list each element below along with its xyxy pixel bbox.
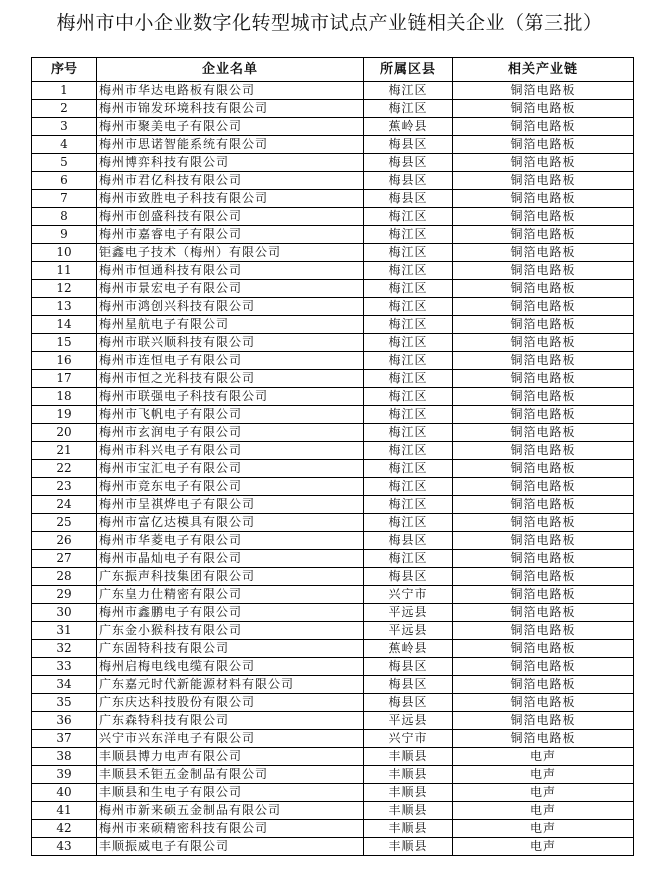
cell-serial-number: 22 [32, 460, 97, 478]
cell-district: 梅江区 [364, 496, 453, 514]
cell-district: 梅江区 [364, 280, 453, 298]
table-row [32, 388, 634, 406]
cell-industry-chain: 电声 [453, 820, 634, 838]
cell-serial-number: 15 [32, 334, 97, 352]
cell-industry-chain: 电声 [453, 784, 634, 802]
table-row [32, 514, 634, 532]
cell-serial-number: 14 [32, 316, 97, 334]
cell-serial-number: 34 [32, 676, 97, 694]
cell-serial-number: 43 [32, 838, 97, 856]
table-row [32, 604, 634, 622]
cell-district: 梅江区 [364, 334, 453, 352]
cell-serial-number: 35 [32, 694, 97, 712]
cell-serial-number: 19 [32, 406, 97, 424]
cell-serial-number: 41 [32, 802, 97, 820]
table-row [32, 766, 634, 784]
header-enterprise-name: 企业名单 [97, 58, 364, 82]
cell-serial-number: 29 [32, 586, 97, 604]
cell-district: 蕉岭县 [364, 118, 453, 136]
cell-district: 梅县区 [364, 190, 453, 208]
cell-enterprise-name: 梅州市晶灿电子有限公司 [97, 550, 364, 568]
cell-serial-number: 40 [32, 784, 97, 802]
cell-enterprise-name: 梅州市联强电子科技有限公司 [97, 388, 364, 406]
cell-district: 丰顺县 [364, 766, 453, 784]
cell-district: 梅县区 [364, 676, 453, 694]
cell-industry-chain: 铜箔电路板 [453, 460, 634, 478]
cell-serial-number: 42 [32, 820, 97, 838]
cell-district: 梅江区 [364, 208, 453, 226]
cell-district: 兴宁市 [364, 730, 453, 748]
header-serial-number: 序号 [32, 58, 97, 82]
enterprise-table [31, 57, 634, 856]
cell-industry-chain: 铜箔电路板 [453, 226, 634, 244]
table-row [32, 118, 634, 136]
table-row [32, 100, 634, 118]
cell-industry-chain: 铜箔电路板 [453, 316, 634, 334]
cell-enterprise-name: 梅州市恒通科技有限公司 [97, 262, 364, 280]
cell-serial-number: 3 [32, 118, 97, 136]
cell-enterprise-name: 兴宁市兴东洋电子有限公司 [97, 730, 364, 748]
cell-district: 丰顺县 [364, 838, 453, 856]
cell-district: 丰顺县 [364, 820, 453, 838]
cell-district: 丰顺县 [364, 748, 453, 766]
cell-district: 梅县区 [364, 172, 453, 190]
cell-district: 梅县区 [364, 568, 453, 586]
cell-enterprise-name: 丰顺振威电子有限公司 [97, 838, 364, 856]
table-row [32, 784, 634, 802]
cell-district: 梅江区 [364, 388, 453, 406]
cell-industry-chain: 铜箔电路板 [453, 334, 634, 352]
cell-enterprise-name: 梅州市锦发环境科技有限公司 [97, 100, 364, 118]
cell-enterprise-name: 广东嘉元时代新能源材料有限公司 [97, 676, 364, 694]
cell-enterprise-name: 广东金小猴科技有限公司 [97, 622, 364, 640]
table-row [32, 172, 634, 190]
cell-serial-number: 9 [32, 226, 97, 244]
cell-industry-chain: 电声 [453, 802, 634, 820]
cell-district: 梅县区 [364, 694, 453, 712]
cell-enterprise-name: 梅州市竞东电子有限公司 [97, 478, 364, 496]
cell-serial-number: 13 [32, 298, 97, 316]
cell-enterprise-name: 梅州市科兴电子有限公司 [97, 442, 364, 460]
cell-district: 梅江区 [364, 424, 453, 442]
table-row [32, 136, 634, 154]
cell-enterprise-name: 广东皇力仕精密有限公司 [97, 586, 364, 604]
table-row [32, 424, 634, 442]
cell-enterprise-name: 梅州市呈祺烨电子有限公司 [97, 496, 364, 514]
cell-enterprise-name: 梅州市来硕精密科技有限公司 [97, 820, 364, 838]
table-row [32, 190, 634, 208]
cell-enterprise-name: 梅州市聚美电子有限公司 [97, 118, 364, 136]
header-district: 所属区县 [364, 58, 453, 82]
table-row [32, 640, 634, 658]
cell-enterprise-name: 梅州博弈科技有限公司 [97, 154, 364, 172]
cell-district: 梅江区 [364, 316, 453, 334]
cell-district: 平远县 [364, 622, 453, 640]
cell-serial-number: 17 [32, 370, 97, 388]
cell-serial-number: 7 [32, 190, 97, 208]
cell-enterprise-name: 梅州市景宏电子有限公司 [97, 280, 364, 298]
cell-industry-chain: 铜箔电路板 [453, 658, 634, 676]
cell-enterprise-name: 钜鑫电子技术（梅州）有限公司 [97, 244, 364, 262]
cell-industry-chain: 铜箔电路板 [453, 298, 634, 316]
cell-district: 丰顺县 [364, 784, 453, 802]
cell-district: 梅县区 [364, 658, 453, 676]
cell-enterprise-name: 丰顺县博力电声有限公司 [97, 748, 364, 766]
cell-enterprise-name: 广东森特科技有限公司 [97, 712, 364, 730]
cell-district: 梅江区 [364, 352, 453, 370]
table-row [32, 208, 634, 226]
table-row [32, 442, 634, 460]
cell-serial-number: 10 [32, 244, 97, 262]
cell-industry-chain: 铜箔电路板 [453, 262, 634, 280]
cell-industry-chain: 铜箔电路板 [453, 532, 634, 550]
cell-serial-number: 5 [32, 154, 97, 172]
cell-enterprise-name: 梅州市创盛科技有限公司 [97, 208, 364, 226]
table-row [32, 712, 634, 730]
cell-industry-chain: 铜箔电路板 [453, 442, 634, 460]
cell-enterprise-name: 梅州市致胜电子科技有限公司 [97, 190, 364, 208]
cell-district: 梅县区 [364, 154, 453, 172]
table-row [32, 838, 634, 856]
cell-industry-chain: 铜箔电路板 [453, 514, 634, 532]
cell-industry-chain: 铜箔电路板 [453, 190, 634, 208]
cell-serial-number: 39 [32, 766, 97, 784]
table-row [32, 262, 634, 280]
cell-industry-chain: 铜箔电路板 [453, 568, 634, 586]
cell-enterprise-name: 梅州市富亿达模具有限公司 [97, 514, 364, 532]
cell-serial-number: 18 [32, 388, 97, 406]
table-row [32, 154, 634, 172]
cell-industry-chain: 电声 [453, 838, 634, 856]
cell-industry-chain: 铜箔电路板 [453, 154, 634, 172]
table-row [32, 280, 634, 298]
cell-enterprise-name: 梅州市新来硕五金制品有限公司 [97, 802, 364, 820]
cell-industry-chain: 铜箔电路板 [453, 406, 634, 424]
cell-district: 梅江区 [364, 478, 453, 496]
cell-serial-number: 37 [32, 730, 97, 748]
cell-enterprise-name: 丰顺县和生电子有限公司 [97, 784, 364, 802]
cell-serial-number: 28 [32, 568, 97, 586]
cell-serial-number: 38 [32, 748, 97, 766]
cell-enterprise-name: 丰顺县禾钜五金制品有限公司 [97, 766, 364, 784]
table-row [32, 802, 634, 820]
table-row [32, 352, 634, 370]
cell-district: 蕉岭县 [364, 640, 453, 658]
cell-industry-chain: 铜箔电路板 [453, 388, 634, 406]
cell-enterprise-name: 梅州市连恒电子有限公司 [97, 352, 364, 370]
cell-enterprise-name: 梅州市嘉睿电子有限公司 [97, 226, 364, 244]
cell-district: 梅江区 [364, 100, 453, 118]
cell-district: 丰顺县 [364, 802, 453, 820]
table-row [32, 370, 634, 388]
cell-enterprise-name: 梅州市华菱电子有限公司 [97, 532, 364, 550]
cell-enterprise-name: 梅州星航电子有限公司 [97, 316, 364, 334]
cell-industry-chain: 铜箔电路板 [453, 370, 634, 388]
table-row [32, 568, 634, 586]
table-row [32, 820, 634, 838]
cell-district: 梅县区 [364, 136, 453, 154]
cell-district: 梅江区 [364, 370, 453, 388]
cell-industry-chain: 铜箔电路板 [453, 82, 634, 100]
table-row [32, 658, 634, 676]
cell-serial-number: 11 [32, 262, 97, 280]
table-row [32, 316, 634, 334]
cell-enterprise-name: 梅州市君亿科技有限公司 [97, 172, 364, 190]
cell-district: 兴宁市 [364, 586, 453, 604]
cell-serial-number: 26 [32, 532, 97, 550]
cell-industry-chain: 铜箔电路板 [453, 622, 634, 640]
cell-enterprise-name: 梅州市鸿创兴科技有限公司 [97, 298, 364, 316]
cell-industry-chain: 铜箔电路板 [453, 712, 634, 730]
cell-district: 平远县 [364, 604, 453, 622]
cell-district: 梅江区 [364, 442, 453, 460]
cell-serial-number: 32 [32, 640, 97, 658]
cell-industry-chain: 铜箔电路板 [453, 424, 634, 442]
table-row [32, 676, 634, 694]
cell-industry-chain: 电声 [453, 766, 634, 784]
cell-serial-number: 1 [32, 82, 97, 100]
cell-industry-chain: 铜箔电路板 [453, 676, 634, 694]
table-row [32, 622, 634, 640]
cell-enterprise-name: 梅州市恒之光科技有限公司 [97, 370, 364, 388]
cell-industry-chain: 铜箔电路板 [453, 280, 634, 298]
cell-serial-number: 33 [32, 658, 97, 676]
cell-enterprise-name: 广东庆达科技股份有限公司 [97, 694, 364, 712]
cell-serial-number: 16 [32, 352, 97, 370]
cell-industry-chain: 铜箔电路板 [453, 172, 634, 190]
cell-industry-chain: 铜箔电路板 [453, 604, 634, 622]
cell-serial-number: 31 [32, 622, 97, 640]
cell-enterprise-name: 梅州市飞帆电子有限公司 [97, 406, 364, 424]
cell-district: 梅江区 [364, 298, 453, 316]
table-row [32, 694, 634, 712]
table-row [32, 730, 634, 748]
cell-industry-chain: 铜箔电路板 [453, 730, 634, 748]
cell-industry-chain: 电声 [453, 748, 634, 766]
table-row [32, 532, 634, 550]
cell-serial-number: 20 [32, 424, 97, 442]
cell-industry-chain: 铜箔电路板 [453, 550, 634, 568]
cell-industry-chain: 铜箔电路板 [453, 586, 634, 604]
cell-industry-chain: 铜箔电路板 [453, 100, 634, 118]
cell-serial-number: 8 [32, 208, 97, 226]
table-row [32, 298, 634, 316]
table-row [32, 406, 634, 424]
cell-enterprise-name: 广东振声科技集团有限公司 [97, 568, 364, 586]
cell-enterprise-name: 梅州市宝汇电子有限公司 [97, 460, 364, 478]
cell-serial-number: 21 [32, 442, 97, 460]
cell-district: 梅江区 [364, 406, 453, 424]
cell-district: 梅江区 [364, 514, 453, 532]
cell-industry-chain: 铜箔电路板 [453, 244, 634, 262]
page-title: 梅州市中小企业数字化转型城市试点产业链相关企业（第三批） [56, 12, 603, 34]
cell-serial-number: 30 [32, 604, 97, 622]
cell-district: 梅江区 [364, 262, 453, 280]
cell-serial-number: 4 [32, 136, 97, 154]
cell-industry-chain: 铜箔电路板 [453, 208, 634, 226]
cell-serial-number: 27 [32, 550, 97, 568]
table-row [32, 82, 634, 100]
table-row [32, 244, 634, 262]
cell-industry-chain: 铜箔电路板 [453, 496, 634, 514]
table-row [32, 478, 634, 496]
cell-district: 梅江区 [364, 550, 453, 568]
table-row [32, 496, 634, 514]
cell-serial-number: 6 [32, 172, 97, 190]
cell-industry-chain: 铜箔电路板 [453, 352, 634, 370]
table-header-row [32, 58, 634, 82]
cell-district: 平远县 [364, 712, 453, 730]
cell-district: 梅江区 [364, 460, 453, 478]
table-row [32, 460, 634, 478]
cell-enterprise-name: 梅州市华达电路板有限公司 [97, 82, 364, 100]
cell-serial-number: 36 [32, 712, 97, 730]
cell-district: 梅县区 [364, 532, 453, 550]
table-row [32, 586, 634, 604]
cell-enterprise-name: 梅州市思诺智能系统有限公司 [97, 136, 364, 154]
cell-industry-chain: 铜箔电路板 [453, 694, 634, 712]
cell-serial-number: 24 [32, 496, 97, 514]
cell-district: 梅江区 [364, 82, 453, 100]
table-row [32, 550, 634, 568]
table-row [32, 334, 634, 352]
cell-serial-number: 23 [32, 478, 97, 496]
cell-enterprise-name: 梅州启梅电线电缆有限公司 [97, 658, 364, 676]
table-row [32, 748, 634, 766]
cell-district: 梅江区 [364, 226, 453, 244]
cell-industry-chain: 铜箔电路板 [453, 136, 634, 154]
cell-enterprise-name: 梅州市玄润电子有限公司 [97, 424, 364, 442]
cell-industry-chain: 铜箔电路板 [453, 478, 634, 496]
cell-serial-number: 25 [32, 514, 97, 532]
cell-enterprise-name: 广东固特科技有限公司 [97, 640, 364, 658]
cell-enterprise-name: 梅州市鑫鹏电子有限公司 [97, 604, 364, 622]
cell-serial-number: 12 [32, 280, 97, 298]
header-industry-chain: 相关产业链 [453, 58, 634, 82]
cell-serial-number: 2 [32, 100, 97, 118]
cell-enterprise-name: 梅州市联兴顺科技有限公司 [97, 334, 364, 352]
table-row [32, 226, 634, 244]
cell-industry-chain: 铜箔电路板 [453, 640, 634, 658]
cell-district: 梅江区 [364, 244, 453, 262]
cell-industry-chain: 铜箔电路板 [453, 118, 634, 136]
